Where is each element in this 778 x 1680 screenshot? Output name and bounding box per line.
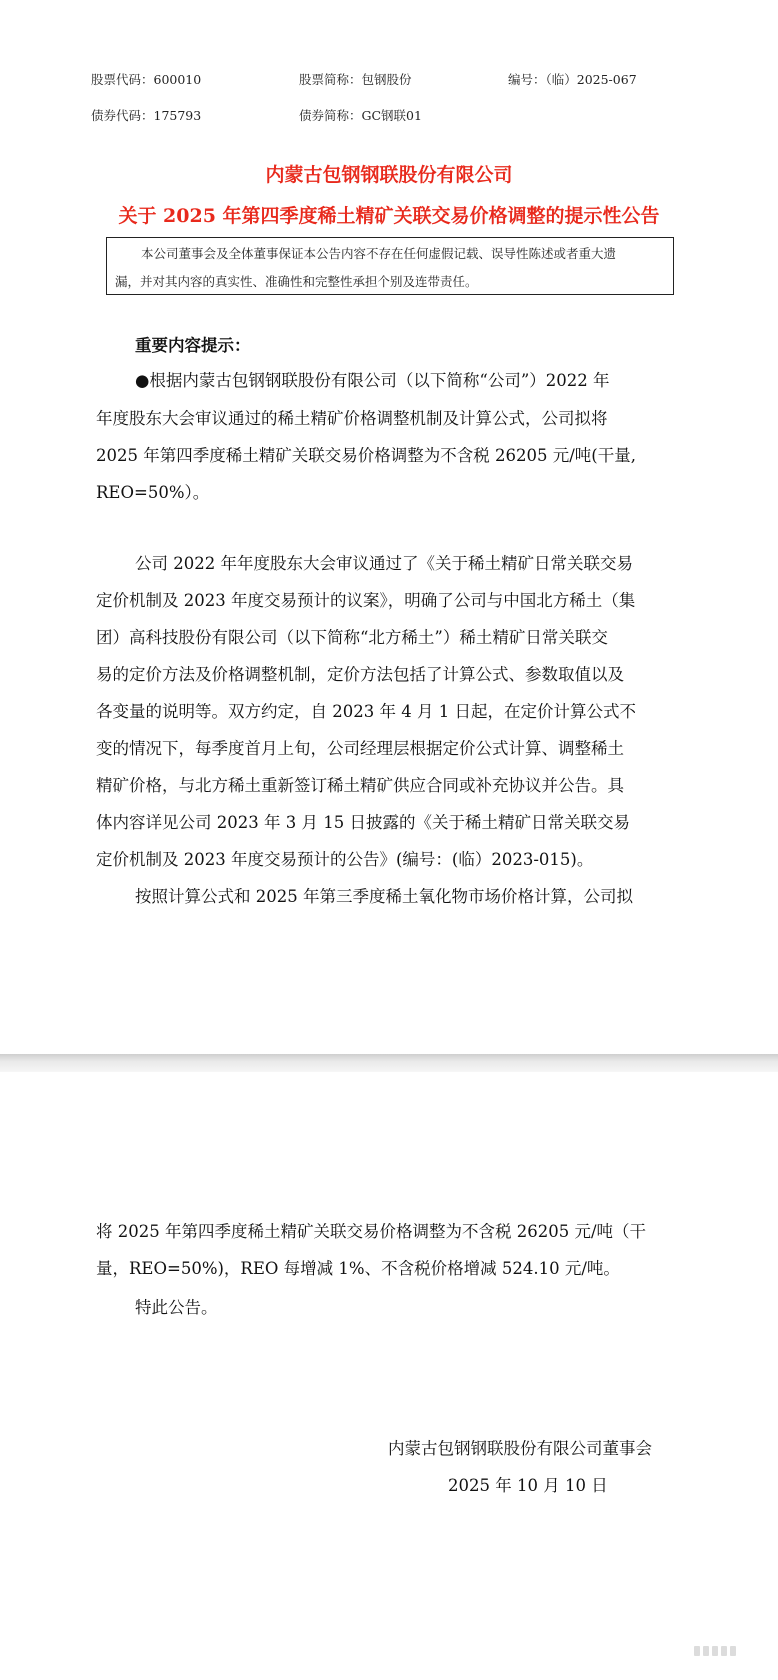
body-line: 各变量的说明等。双方约定，自 2023 年 4 月 1 日起，在定价计算公式不 xyxy=(96,702,636,721)
summary-line: 年度股东大会审议通过的稀土精矿价格调整机制及计算公式，公司拟将 xyxy=(96,409,608,428)
notice-line: 本公司董事会及全体董事保证本公告内容不存在任何虚假记载、误导性陈述或者重大遗 xyxy=(141,246,617,261)
body-line: 按照计算公式和 2025 年第三季度稀土氧化物市场价格计算，公司拟 xyxy=(135,887,633,906)
summary-line: ●根据内蒙古包钢钢联股份有限公司（以下简称“公司”）2022 年 xyxy=(135,371,610,390)
body-line: 精矿价格，与北方稀土重新签订稀土精矿供应合同或补充协议并公告。具 xyxy=(96,776,624,795)
body-line: 定价机制及 2023 年度交易预计的公告》(编号：(临）2023-015)。 xyxy=(96,850,594,869)
stock-code: 股票代码：600010 xyxy=(91,72,202,87)
closing-line: 特此公告。 xyxy=(135,1298,218,1317)
bond-name: 债券简称：GC钢联01 xyxy=(299,108,422,123)
watermark-mark xyxy=(694,1644,752,1658)
summary-line: 2025 年第四季度稀土精矿关联交易价格调整为不含税 26205 元/吨(干量, xyxy=(96,446,636,465)
body-line: 易的定价方法及价格调整机制，定价方法包括了计算公式、参数取值以及 xyxy=(96,665,624,684)
body-line: 团）高科技股份有限公司（以下简称“北方稀土”）稀土精矿日常关联交 xyxy=(96,628,608,647)
company-title: 内蒙古包钢钢联股份有限公司 xyxy=(265,164,513,186)
body-line: 定价机制及 2023 年度交易预计的议案》，明确了公司与中国北方稀土（集 xyxy=(96,591,636,610)
document-page-2 xyxy=(0,1072,778,1680)
announcement-serial: 编号：（临）2025-067 xyxy=(508,72,637,87)
body-line: 量，REO=50%)，REO 每增减 1%、不含税价格增减 524.10 元/吨。 xyxy=(96,1259,620,1278)
stock-name: 股票简称：包钢股份 xyxy=(299,72,412,87)
body-line: 将 2025 年第四季度稀土精矿关联交易价格调整为不含税 26205 元/吨（干 xyxy=(96,1222,647,1241)
bond-code: 债券代码：175793 xyxy=(91,108,202,123)
summary-line: REO=50%）。 xyxy=(96,483,210,502)
body-line: 变的情况下，每季度首月上旬，公司经理层根据定价公式计算、调整稀土 xyxy=(96,739,624,758)
body-line: 公司 2022 年年度股东大会审议通过了《关于稀土精矿日常关联交易 xyxy=(135,554,633,573)
signature: 内蒙古包钢钢联股份有限公司董事会 xyxy=(388,1439,652,1458)
announcement-title: 关于 2025 年第四季度稀土精矿关联交易价格调整的提示性公告 xyxy=(118,205,660,227)
page-separator xyxy=(0,1054,778,1072)
board-guarantee-box xyxy=(106,237,674,295)
summary-heading: 重要内容提示： xyxy=(135,336,251,355)
notice-line: 漏，并对其内容的真实性、准确性和完整性承担个别及连带责任。 xyxy=(115,274,478,289)
signature-date: 2025 年 10 月 10 日 xyxy=(448,1476,608,1495)
body-line: 体内容详见公司 2023 年 3 月 15 日披露的《关于稀土精矿日常关联交易 xyxy=(96,813,630,832)
